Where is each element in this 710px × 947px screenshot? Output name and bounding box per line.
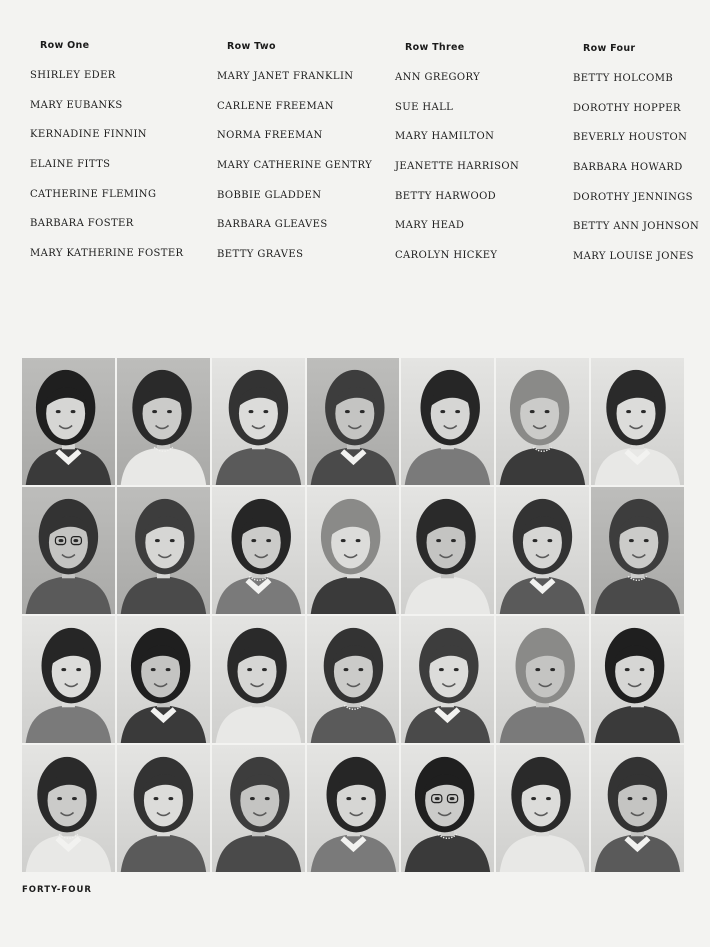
- row-three-name: JEANETTE HARRISON: [395, 161, 520, 173]
- student-portrait-photo: [22, 358, 115, 485]
- row-two-name: BARBARA GLEAVES: [217, 219, 328, 231]
- row-three-heading: Row Three: [405, 42, 465, 53]
- student-portrait-photo: [591, 745, 684, 872]
- student-portrait-photo: [212, 487, 305, 614]
- student-portrait-photo: [496, 358, 589, 485]
- student-portrait-photo: [117, 745, 210, 872]
- row-four-name: MARY LOUISE JONES: [573, 251, 694, 263]
- student-portrait-photo: [307, 358, 400, 485]
- row-two-name: CARLENE FREEMAN: [217, 100, 334, 112]
- student-portrait-photo: [591, 487, 684, 614]
- row-three-name: CAROLYN HICKEY: [395, 250, 498, 262]
- row-two-name: MARY CATHERINE GENTRY: [217, 160, 373, 172]
- row-four-name: BETTY ANN JOHNSON: [573, 221, 700, 233]
- row-three-name: ANN GREGORY: [395, 72, 481, 83]
- row-three-name: MARY HEAD: [395, 220, 465, 232]
- student-portrait-photo: [401, 487, 494, 614]
- row-four-heading: Row Four: [583, 43, 636, 54]
- row-one-column: [30, 40, 184, 269]
- student-portrait-photo: [496, 487, 589, 614]
- student-portrait-photo: [496, 745, 589, 872]
- row-one-name: ELAINE FITTS: [30, 159, 111, 171]
- row-three-column: [395, 42, 519, 271]
- row-one-name: KERNADINE FINNIN: [30, 129, 147, 141]
- page-number: FORTY-FOUR: [22, 885, 92, 895]
- row-three-name: BETTY HARWOOD: [395, 190, 497, 202]
- row-two-name: BETTY GRAVES: [217, 249, 304, 261]
- row-one-heading: Row One: [40, 40, 90, 51]
- student-portrait-photo: [22, 616, 115, 743]
- row-two-name: BOBBIE GLADDEN: [217, 189, 322, 201]
- student-portrait-photo: [307, 487, 400, 614]
- student-portrait-photo: [401, 358, 494, 485]
- student-portrait-photo: [117, 358, 210, 485]
- row-four-name: BEVERLY HOUSTON: [573, 132, 688, 144]
- row-two-heading: Row Two: [227, 41, 276, 52]
- row-two-name: MARY JANET FRANKLIN: [217, 71, 354, 82]
- student-portrait-photo: [212, 616, 305, 743]
- row-one-name: MARY KATHERINE FOSTER: [30, 248, 184, 260]
- row-two-column: [217, 41, 372, 270]
- student-portrait-photo: [591, 616, 684, 743]
- student-portrait-photo: [401, 616, 494, 743]
- row-three-name: SUE HALL: [395, 101, 454, 113]
- row-four-name: BARBARA HOWARD: [573, 162, 683, 174]
- student-portrait-photo: [22, 487, 115, 614]
- row-one-name: BARBARA FOSTER: [30, 218, 134, 230]
- portrait-grid: [22, 358, 684, 872]
- student-portrait-photo: [496, 616, 589, 743]
- row-four-name: DOROTHY HOPPER: [573, 102, 681, 114]
- student-portrait-photo: [117, 487, 210, 614]
- row-four-column: [573, 43, 699, 272]
- row-one-name: MARY EUBANKS: [30, 99, 123, 111]
- student-portrait-photo: [591, 358, 684, 485]
- student-portrait-photo: [212, 745, 305, 872]
- row-four-name: BETTY HOLCOMB: [573, 73, 674, 84]
- row-one-name: CATHERINE FLEMING: [30, 188, 157, 200]
- row-one-name: SHIRLEY EDER: [30, 70, 116, 81]
- row-three-name: MARY HAMILTON: [395, 131, 495, 143]
- row-two-name: NORMA FREEMAN: [217, 130, 323, 142]
- student-portrait-photo: [307, 616, 400, 743]
- student-portrait-photo: [22, 745, 115, 872]
- row-four-name: DOROTHY JENNINGS: [573, 191, 693, 203]
- student-portrait-photo: [401, 745, 494, 872]
- student-portrait-photo: [117, 616, 210, 743]
- student-portrait-photo: [212, 358, 305, 485]
- student-portrait-photo: [307, 745, 400, 872]
